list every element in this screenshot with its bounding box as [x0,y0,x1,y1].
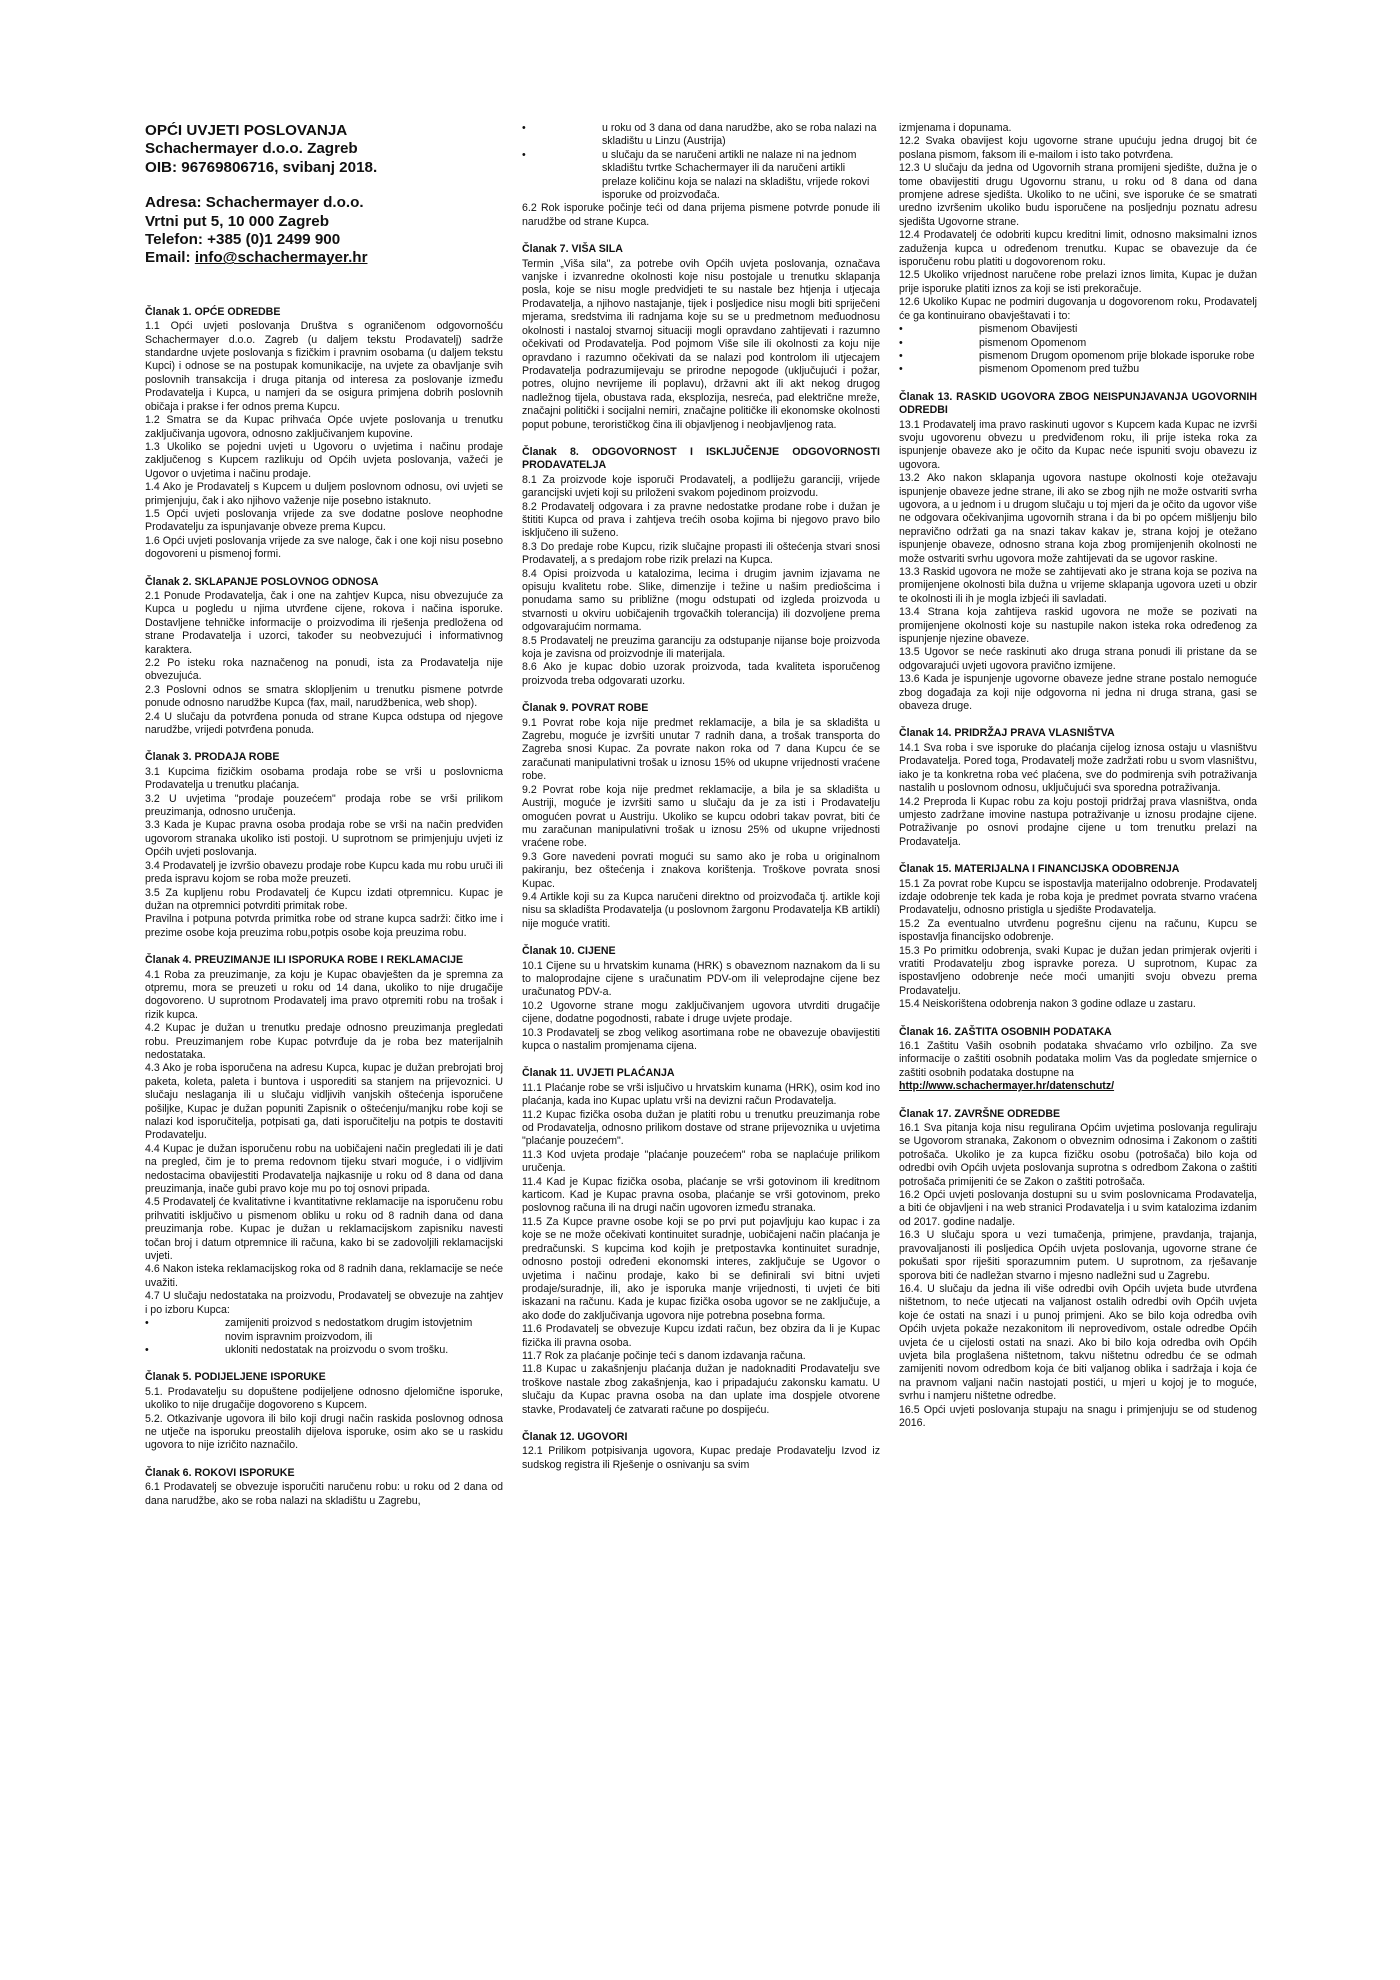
clause-paragraph: 2.2 Po isteku roka naznačenog na ponudi, ista za Prodavatelja nije obvezujuća. [145,657,503,683]
clause-paragraph: 13.1 Prodavatelj ima pravo raskinuti ugovor s Kupcem kada Kupac ne izvrši svoju ugovorenu obvezu u predviđenom roku, ili prije isteka roka za ispunjenje obaveze ako je očito da Kupac neće ispuniti svoju obavezu iz ugovora. [899,418,1257,471]
article-section [899,122,1257,377]
clause-paragraph: 2.1 Ponude Prodavatelja, čak i one na zahtjev Kupca, nisu obvezujuće za Kupca u pogledu u njima utvrđene cijene, rokova i načina isporuke. Dostavljene tehničke informacije o proizvodima ili rješenja predložena od strane Prodavatelja i uzorci, također su neobvezujući i informativnog karaktera. [145,589,503,656]
clause-paragraph: 14.1 Sva roba i sve isporuke do plaćanja cijelog iznosa ostaju u vlasništvu Prodavatelja. Pored toga, Prodavatelj može zadržati robu u svom vlasništvu, iako je ta konkretna roba već plaćena, sve do podmirenja svih potraživanja nastalih u poslovnom odnosu, uključujući sva sporedna potraživanja. [899,741,1257,795]
clause-paragraph: 11.7 Rok za plaćanje počinje teći s danom izdavanja računa. [522,1349,806,1362]
article-heading: Članak 4. PREUZIMANJE ILI ISPORUKA ROBE I REKLAMACIJE [145,954,464,967]
clause-paragraph: 8.2 Prodavatelj odgovara i za pravne nedostatke prodane robe i dužan je štititi Kupca od prava i zahtjeva trećih osoba kojima bi njegovo pravo bilo isključeno ili suženo. [522,500,880,540]
article-section [899,1108,1257,1431]
clause-paragraph: izmjenama i dopunama. [899,122,1012,134]
clause-paragraph: 4.4 Kupac je dužan isporučenu robu na uobičajeni način pregledati ili je dati na pregled, čim je to prema redovnom tijeku stvari moguće, i o vidljivim nedostacima obavijestiti Prodavatelja najkasnije u roku od 8 dana od dana preuzimanja, inače gubi pravo koje mu po toj osnovi pripada. [145,1142,503,1196]
article-section [899,727,1257,849]
article-heading: Članak 13. RASKID UGOVORA ZBOG NEISPUNJAVANJA UGOVORNIH ODREDBI [899,390,1257,417]
company-phone: Telefon: +385 (0)1 2499 900 [145,231,341,249]
clause-paragraph: 16.4. U slučaju da jedna ili više odredbi ovih Općih uvjeta bude utvrđena ništetnom, to neće utjecati na valjanost ostalih odredbi ovih Općih uvjeta koje će ostati na snazi i u punoj primjeni. Ako se bilo koja odredba ovih Općih uvjeta pokaže nezakonitom ili neprovedivom, ostale odredbe Općih uvjeta će u cijelosti ostati na snazi. Ako bi bilo koja odredba ovih Općih uvjeta bila proglašena ništetnom, takvu ništetnu odredbu će se odmah zamijeniti novom odredbom koja će biti valjanog oblika i sadržaja i koja će na pravnom valjani način nastojati postići, u mjeri u kojoj je to moguće, svrhu i namjeru ništetne odredbe. [899,1282,1257,1403]
clause-paragraph: 2.3 Poslovni odnos se smatra sklopljenim u trenutku pismene potvrde ponude odnosno narudžbe Kupca (fax, mail, narudžbenica, web shop). [145,683,503,710]
bullet-item: • u slučaju da se naručeni artikli ne nalaze ni na jednom skladištu tvrtke Schachermayer ili da naručeni artikli prelaze količinu koja se nalazi na skladištu, vrijede rokovi isporuke od proizvođača. [522,149,880,203]
clause-paragraph: 14.2 Preproda li Kupac robu za koju postoji pridržaj prava vlasništva, onda umjesto zadržane imovine nastupa potraživanje u iznosu prodajne cijene. Potraživanje po osnovi prodajne cijene u tom trenutku prelazi na Prodavatelja. [899,795,1257,848]
clause-paragraph: 10.1 Cijene su u hrvatskim kunama (HRK) s obaveznom naznakom da li su to maloprodajne cijene s uračunatim PDV-om ili veleprodajne cijene bez uračunatog PDV-a. [522,959,880,999]
bullet-item: • pismenom Opomenom pred tužbu [899,363,1257,376]
article-section [522,446,880,688]
clause-paragraph: 15.3 Po primitku odobrenja, svaki Kupac je dužan jedan primjerak ovjeriti i vratiti Prodavatelju zbog ispravke poreza. U suprotnom, Kupac za ispostavljeno odobrenje neće moći umanjiti svoju obvezu prema Prodavatelju. [899,944,1257,997]
clause-paragraph: 3.4 Prodavatelj je izvršio obavezu prodaje robe Kupcu kada mu robu uruči ili preda ispravu kojom se roba može preuzeti. [145,859,503,886]
email-label: Email: [145,249,195,267]
clause-paragraph: 9.3 Gore navedeni povrati mogući su samo ako je roba u originalnom pakiranju, bez oštećenja i znakova korištenja. Troškove povrata snosi Kupac. [522,850,880,890]
clause-paragraph: 12.6 Ukoliko Kupac ne podmiri dugovanja u dogovorenom roku, Prodavatelj će ga kontinuirano obavještavati i to: [899,296,1257,322]
company-street: Vrtni put 5, 10 000 Zagreb [145,212,329,230]
bullet-item: • u roku od 3 dana od dana narudžbe, ako se roba nalazi na skladištu u Linzu (Austrija) [522,122,880,149]
clause-paragraph: 3.1 Kupcima fizičkim osobama prodaja robe se vrši u poslovnicma Prodavatelja u trenutku plaćanja. [145,765,503,792]
article-heading: Članak 12. UGOVORI [522,1430,628,1443]
company-name: Schachermayer d.o.o. Zagreb [145,140,358,158]
company-address-label: Adresa: Schachermayer d.o.o. [145,194,364,212]
privacy-policy-link[interactable]: http://www.schachermayer.hr/datenschutz/ [899,1080,1115,1093]
article-heading: Članak 7. VIŠA SILA [522,243,623,256]
clause-paragraph: 16.1 Zaštitu Vaših osobnih podataka shvaćamo vrlo ozbiljno. Za sve informacije o zaštiti osobnih podataka molim Vas da pogledate smjernice o zaštiti osobnih podataka dostupne na [899,1040,1257,1079]
article-heading: Članak 3. PRODAJA ROBE [145,751,280,764]
clause-paragraph: 9.2 Povrat robe koja nije predmet reklamacije, a bila je sa skladišta u Austriji, moguće je izvršiti samo u slučaju da je za isti i Prodavatelju omogućen povrat u Austriju. Ukoliko se kupcu odobri takav povrat, biti će mu zaračunan manipulativni trošak u iznosu 25% od ukupne vrijednosti vraćene robe. [522,783,880,850]
clause-paragraph: 12.4 Prodavatelj će odobriti kupcu kreditni limit, odnosno maksimalni iznos zaduženja kupca u određenom trenutku. Kupac se obavezuje da će isporučenu robu platiti u dogovorenom roku. [899,229,1257,269]
document-column-1 [145,122,503,1937]
clause-paragraph: 1.1 Opći uvjeti poslovanja Društva s ograničenom odgovornošću Schachermayer d.o.o. Zagreb (u daljem tekstu Prodavatelj) sadrže standardne uvjete poslovanja s fizičkim i pravnim osobama (u daljem tekstu Kupci) i odnose se na postupak komunikacije, na uvjete za obavljanje svih poslovnih transakcija i druga pitanja od interesa za poslovanje između Prodavatelja i Kupca, u namjeri da se osigura primjena dobrih poslovnih običaja i prakse i fer odnos prema Kupcu. [145,320,503,413]
article-heading: Članak 8. ODGOVORNOST I ISKLJUČENJE ODGOVORNOSTI PRODAVATELJA [522,445,880,472]
clause-paragraph: 4.1 Roba za preuzimanje, za koju je Kupac obavješten da je spremna za otpremu, mora se preuzeti u roku od 14 dana, ukoliko to nije drugačije dogovoreno. U suprotnom Prodavatelj ima pravo otpremiti robu na trošak i rizik kupca. [145,968,503,1021]
clause-paragraph: 11.4 Kad je Kupac fizička osoba, plaćanje se vrši gotovinom ili kreditnom karticom. Kad je Kupac pravna osoba, plaćanje se vrši gotovinom, preko poslovnog računa ili na drugi način ugovoren između stranaka. [522,1175,880,1215]
bullet-item: • pismenom Obavijesti [899,323,1257,336]
clause-paragraph: 11.8 Kupac u zakašnjenju plaćanja dužan je nadoknaditi Prodavatelju sve troškove nastale zbog zakašnjenja, kao i pripadajuću zakonsku kamatu. U slučaju da Kupac pravna osoba na dan uplate ima dospjele otvorene stavke, Prodavatelj će zatvarati račune po dospijeću. [522,1363,880,1416]
bullet-item: • pismenom Opomenom [899,337,1257,350]
clause-paragraph: 5.1. Prodavatelju su dopuštene podijeljene odnosno djelomične isporuke, ukoliko to nije drugačije dogovoreno s Kupcem. [145,1385,503,1412]
clause-paragraph: 13.4 Strana koja zahtijeva raskid ugovora ne može se pozivati na promijenjene okolnosti koje su nastupile nakon isteka roka određenog za ispunjenje njezine obaveze. [899,606,1257,646]
clause-paragraph: 15.2 Za eventualno utvrđenu pogrešnu cijenu na računu, Kupcu se ispostavlja financijsko odobrenje. [899,917,1257,944]
clause-paragraph: 13.5 Ugovor se neće raskinuti ako druga strana ponudi ili pristane da se odgovarajući uvjeti ugovora pravično izmijene. [899,646,1257,672]
article-section [145,576,503,738]
clause-paragraph: 8.3 Do predaje robe Kupcu, rizik slučajne propasti ili oštećenja stvari snosi Prodavatelj, a s predajom robe rizik prelazi na Kupca. [522,540,880,567]
clause-paragraph: 11.1 Plaćanje robe se vrši isljučivo u hrvatskim kunama (HRK), osim kod ino plaćanja, kada ino Kupac uplatu vrši na devizni račun Prodavatelja. [522,1081,880,1108]
clause-paragraph: 1.4 Ako je Prodavatelj s Kupcem u duljem poslovnom odnosu, ovi uvjeti se primjenjuju, čak i ako njihovo važenje nije posebno istaknuto. [145,481,503,507]
clause-paragraph: 4.6 Nakon isteka reklamacijskog roka od 8 radnih dana, reklamacije se neće uvažiti. [145,1263,503,1289]
clause-paragraph: 8.5 Prodavatelj ne preuzima garanciju za odstupanje nijanse boje proizvoda koja je zavisna od proizvodnje ili materijala. [522,634,880,661]
article-heading: Članak 9. POVRAT ROBE [522,702,649,715]
document-header [145,122,503,268]
article-section [145,751,503,940]
clause-paragraph: 8.1 Za proizvode koje isporuči Prodavatelj, a podliježu garanciji, vrijede garancijski uvjeti koji su priloženi svakom pojedinom proizvodu. [522,473,880,500]
clause-paragraph: 9.1 Povrat robe koja nije predmet reklamacije, a bila je sa skladišta u Zagrebu, moguće je izvršiti unutar 7 radnih dana, a trošak transporta do Zagreba snosi Kupac. Za povrate nakon roka od 7 dana Kupcu će se zaračunati manipulativni trošak u iznosu 15% od ukupne vrijednosti vraćene robe. [522,716,880,783]
clause-paragraph: 1.3 Ukoliko se pojedni uvjeti u Ugovoru o uvjetima i načinu prodaje zaključenog s Kupcem razlikuju od Općih uvjeta poslovanja, važeći je Ugovor o uvjetima i načinu prodaje. [145,440,503,480]
document-column-2 [522,122,880,1937]
clause-paragraph: 11.6 Prodavatelj se obvezuje Kupcu izdati račun, bez obzira da li je Kupac fizička ili pravna osoba. [522,1323,880,1349]
article-heading: Članak 14. PRIDRŽAJ PRAVA VLASNIŠTVA [899,727,1115,740]
article-section [522,945,880,1053]
article-section [899,391,1257,714]
article-heading: Članak 1. OPĆE ODREDBE [145,305,281,318]
clause-paragraph: 3.3 Kada je Kupac pravna osoba prodaja robe se vrši na način predviđen ugovorom stranaka ukoliko isti postoji. U suprotnom se primjenjuju uvjeti iz Općih uvjeti poslovanja. [145,819,503,859]
bullet-item: • zamijeniti proizvod s nedostatkom drugim istovjetnim novim ispravnim proizvodom, ili [145,1317,503,1344]
clause-paragraph: 3.5 Za kupljenu robu Prodavatelj će Kupcu izdati otpremnicu. Kupac je dužan na otpremnici potvrditi primitak robe. [145,886,503,912]
document-title: OPĆI UVJETI POSLOVANJA [145,122,348,139]
clause-paragraph: 16.1 Sva pitanja koja nisu regulirana Općim uvjetima poslovanja reguliraju se Ugovorom stranaka, Zakonom o obveznim odnosima i Zakonom o zaštiti potrošača. Ukoliko je za kupca fizičku osobu (potrošača) bilo koja od odredbi ovih Općih uvjeta poslovanja suprotna s odredbom Zakona o zaštiti potrošača primijeniti će se Zakon o zaštiti potrošača. [899,1122,1257,1188]
clause-paragraph: 4.5 Prodavatelj će kvalitativne i kvantitativne reklamacije na isporučenu robu prihvatiti isključivo u pismenom obliku u roku od 8 radnih dana od dana preuzimanja robe. Kupac je dužan u reklamacijskom zapisniku navesti točan broj i datum otpremnice ili računa, kako bi se zadovoljili reklamacijski uvjeti. [145,1196,503,1263]
clause-paragraph: 2.4 U slučaju da potvrđena ponuda od strane Kupca odstupa od njegove narudžbe, vrijedi potvrđena ponuda. [145,710,503,737]
article-section [522,702,880,931]
article-section [522,1067,880,1417]
email-link[interactable]: info@schachermayer.hr [194,249,368,267]
clause-paragraph: 12.5 Ukoliko vrijednost naručene robe prelazi iznos limita, Kupac je dužan prije isporuke platiti iznos za koji se isti prekoračuje. [899,269,1257,295]
clause-paragraph: 10.3 Prodavatelj se zbog velikog asortimana robe ne obavezuje obavijestiti kupca o nastalim promjenama cijena. [522,1026,880,1052]
clause-paragraph: 3.2 U uvjetima "prodaje pouzećem" prodaja robe se vrši prilikom preuzimanja, odnosno uručenja. [145,792,503,819]
article-section [522,1431,880,1472]
clause-paragraph: 5.2. Otkazivanje ugovora ili bilo koji drugi način raskida poslovnog odnosa ne utječe na isporuku preostalih dijelova isporuke, osim ako se u raskidu ugovora to nije izričito naznačilo. [145,1412,503,1452]
clause-paragraph: 6.2 Rok isporuke počinje teći od dana prijema pismene potvrde ponude ili narudžbe od strane Kupca. [522,202,880,228]
terms-document [145,122,1257,1937]
clause-paragraph: 16.5 Opći uvjeti poslovanja stupaju na snagu i primjenjuju se od studenog 2016. [899,1403,1257,1429]
article-heading: Članak 15. MATERIJALNA I FINANCIJSKA ODOBRENJA [899,863,1180,876]
clause-paragraph: 13.2 Ako nakon sklapanja ugovora nastupe okolnosti koje otežavaju ispunjenje obaveze jedne strane, ili ako se zbog njih ne može ostvariti svrha ugovora, a u jednom i u drugom slučaju u toj mjeri da je očito da ugovor više ne odgovara očekivanjima ugovornih strana i da bi po općem mišljenju bilo nepravično održati ga na snazi takav kakav je, strana kojoj je otežano ispunjenje obaveze, odnosno strana koja zbog promijenjenih okolnosti ne može ostvariti svrhu ugovora može zahtijevati da se ugovor raskine. [899,472,1257,565]
bullet-item: • pismenom Drugom opomenom prije blokade isporuke robe [899,350,1257,363]
article-section [145,1371,503,1452]
article-heading: Članak 17. ZAVRŠNE ODREDBE [899,1107,1061,1120]
clause-paragraph: 6.1 Prodavatelj se obvezuje isporučiti naručenu robu: u roku od 2 dana od dana narudžbe, ako se roba nalazi na skladištu u Zagrebu, [145,1481,503,1507]
article-section [145,954,503,1357]
clause-paragraph: 4.2 Kupac je dužan u trenutku predaje odnosno preuzimanja pregledati robu. Preuzimanjem robe Kupac potvrđuje da je roba bez materijalnih nedostataka. [145,1022,503,1061]
clause-paragraph: 16.2 Opći uvjeti poslovanja dostupni su u svim poslovnicama Prodavatelja, a biti će objavljeni i na web stranici Prodavatelja i u svim katalozima izdanim od 2017. godine nadalje. [899,1189,1257,1228]
article-heading: Članak 16. ZAŠTITA OSOBNIH PODATAKA [899,1025,1112,1038]
clause-paragraph: 11.2 Kupac fizička osoba dužan je platiti robu u trenutku preuzimanja robe od Prodavatelja, odnosno prilikom dostave od strane prijevoznika u uvjetima "plaćanje pouzećem". [522,1108,880,1148]
clause-paragraph: 8.4 Opisi proizvoda u katalozima, lecima i drugim javnim izjavama ne opisuju kvalitetu robe. Slike, dimenzije i težine u našim prediošcima i ponudama samo su približne (mogu odstupati od izgleda proizvoda u stvarnosti u okviru uobičajenih trgovačkih tolerancija) ili dozvoljene prema odgovarajućim normama. [522,567,880,634]
article-heading: Članak 6. ROKOVI ISPORUKE [145,1466,295,1479]
clause-paragraph: 16.3 U slučaju spora u vezi tumačenja, primjene, pravdanja, trajanja, pravovaljanosti ili posljedica Općih uvjeta poslovanja, ugovorne strane će pokušati spor riješiti sporazumnim putem. U suprotnom, za rješavanje sporova biti će nadležan stvarno i mjesno nadležni sud u Zagrebu. [899,1229,1257,1282]
article-section [899,863,1257,1011]
bullet-item: • ukloniti nedostatak na proizvodu o svom trošku. [145,1344,503,1357]
clause-paragraph: 15.1 Za povrat robe Kupcu se ispostavlja materijalno odobrenje. Prodavatelj izdaje odobrenje tek kada je roba koja je predmet povrata stvarno vraćena Prodavatelju, odnosno pristigla u sjedište Prodavatelja. [899,877,1257,917]
article-heading: Članak 11. UVJETI PLAĆANJA [522,1067,675,1080]
clause-paragraph: 8.6 Ako je kupac dobio uzorak proizvoda, tada kvaliteta isporučenog proizvoda treba odgovarati uzorku. [522,661,880,687]
clause-paragraph: 12.1 Prilikom potpisivanja ugovora, Kupac predaje Prodavatelju Izvod iz sudskog registra ili Rješenje o osnivanju sa svim [522,1445,880,1471]
clause-paragraph: Pravilna i potpuna potvrda primitka robe od strane kupca sadrži: čitko ime i prezime osobe koja preuzima robu,potpis osobe koja preuzima robu. [145,913,503,939]
article-section [522,243,880,432]
clause-paragraph: 15.4 Neiskorištena odobrenja nakon 3 godine odlaze u zastaru. [899,998,1196,1011]
clause-paragraph: 12.3 U slučaju da jedna od Ugovornih strana promijeni sjedište, dužna je o tome obavijestiti drugu Ugovornu stranu, u roku od 8 dana od dana promjene adrese sjedišta. Ukoliko to ne učini, sve isporuke će se smatrati uredno izvršenim ukoliko budu isporučene na posljednju poznatu adresu sjedišta Ugovorne strane. [899,162,1257,228]
article-section [522,122,880,229]
clause-paragraph: 13.6 Kada je ispunjenje ugovorne obaveze jedne strane postalo nemoguće zbog događaja za koji nije odgovorna ni jedna ni druga strana, gasi se obaveza druge. [899,673,1257,713]
article-heading: Članak 10. CIJENE [522,945,616,958]
clause-paragraph: 4.7 U slučaju nedostataka na proizvodu, Prodavatelj se obvezuje na zahtjev i po izboru Kupca: [145,1290,503,1316]
document-column-3 [899,122,1257,1937]
clause-paragraph: Termin „Viša sila", za potrebe ovih Općih uvjeta poslovanja, označava vanjske i izvanredne okolnosti koje nisu postojale u trenutku sklapanja posla, koje se nisu mogle predvidjeti te su nastale bez htjenja i utjecaja Prodavatelja, a njihovo nastajanje, tijek i posljedice nisu mogli biti spriječeni mjerama, sredstvima ili radnjama koje su se u predmetnom međuodnosu okolnosti i nastaloj stvarnoj situaciji mogli opravdano zahtijevati i razumno očekivati od Prodavatelja. Pod pojmom Više sile ili okolnosti za koju nije opravdano i razumno očekivati da se nalazi pod kontrolom ili utjecajem Prodavatelja podrazumijevaju se prirodne nepogode (uključujući i požar, potres, olujno nevrijeme ili poplavu), državni akt ili akt nekog drugog nadležnog tijela, obustava rada, eksplozija, nesreća, pad električne mreže, značajni politički i socijalni nemiri, značajne političke ili ekonomske okolnosti poput pobune, terorističkog čina ili objavljenog i neobjavljenog rata. [522,257,880,431]
clause-paragraph: 1.6 Opći uvjeti poslovanja vrijede za sve naloge, čak i one koji nisu posebno dogovoreni u pismenoj formi. [145,534,503,561]
article-heading: Članak 2. SKLAPANJE POSLOVNOG ODNOSA [145,575,379,588]
company-oib-date: OIB: 96769806716, svibanj 2018. [145,158,378,176]
company-email-line [145,249,503,267]
clause-paragraph: 1.2 Smatra se da Kupac prihvaća Opće uvjete poslovanja u trenutku zaključivanja ugovora, odnosno zaključivanjem kupovine. [145,414,503,440]
clause-paragraph: 4.3 Ako je roba isporučena na adresu Kupca, kupac je dužan prebrojati broj paketa, koleta, paleta i buntova i usporediti sa stanjem na prijevoznici. U slučaju neslaganja ili u slučaju vidljivih vanjskih oštećenja isporučene pošiljke, Kupac je dužan popuniti Zapisnik o oštećenju/manjku robe koji se nalazi kod isporučitelja, potpisati ga, dati isporučitelju na potpis te dostaviti Prodavatelju. [145,1062,503,1142]
clause-paragraph: 1.5 Opći uvjeti poslovanja vrijede za sve dodatne poslove neophodne Prodavatelju za ispunjavanje obveze prema Kupcu. [145,507,503,534]
clause-paragraph: 13.3 Raskid ugovora ne može se zahtijevati ako je strana koja se poziva na promijenjene okolnosti bila dužna u vrijeme sklapanja ugovora uzeti u obzir te okolnosti ili ih je mogla izbjeći ili savladati. [899,566,1257,605]
article-section [899,1026,1257,1094]
clause-paragraph: 11.3 Kod uvjeta prodaje "plaćanje pouzećem" roba se naplaćuje prilikom uručenja. [522,1148,880,1175]
article-heading: Članak 5. PODIJELJENE ISPORUKE [145,1371,326,1384]
article-section [145,1467,503,1508]
clause-paragraph: 10.2 Ugovorne strane mogu zaključivanjem ugovora utvrditi drugačije cijene, dodatne pogodnosti, rabate i druge uvjete prodaje. [522,999,880,1026]
clause-paragraph: 11.5 Za Kupce pravne osobe koji se po prvi put pojavljuju kao kupac i za koje se ne može očekivati kontinuitet suradnje, uobičajeni način plaćanja je predračunski. S kupcima kod kojih je pretpostavka kontinuitet suradnje, odnosno postoji određeni ekonomski interes, zaključuje se Ugovor o uvjetima i načinu prodaje, kako bi se definirali svi bitni uvjeti prodaje/suradnje, ili, ako je isporuka manje vrijednosti, ti uvjeti će biti iskazani na računu. Kada je kupac fizička osoba ugovor se ne zaključuje, a ako dođe do zaključivanja ugovora nije potrebna posebna forma. [522,1215,880,1322]
article-section [145,306,503,562]
clause-paragraph: 9.4 Artikle koji su za Kupca naručeni direktno od proizvođača tj. artikle koji nisu sa skladišta Prodavatelja (u poslovnom žargonu Prodavatelja KB artikli) nije moguće vratiti. [522,890,880,930]
clause-paragraph: 12.2 Svaka obavijest koju ugovorne strane upućuju jedna drugoj bit će poslana pismom, faksom ili e-mailom i isto tako potvrđena. [899,135,1257,161]
